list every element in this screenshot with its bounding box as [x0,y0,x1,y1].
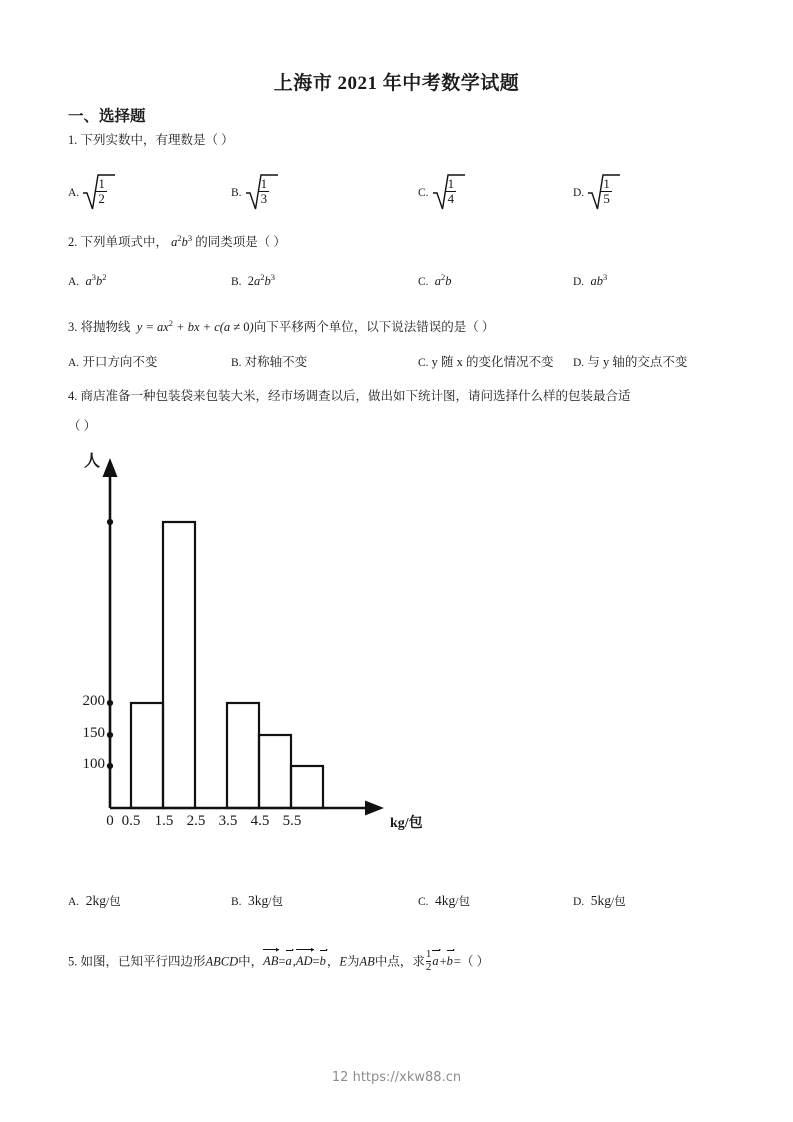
option-4-C-value: 4kg [435,893,456,908]
question-5-eq-1: = [278,954,286,969]
option-2-D-value: $ab^3$ [587,272,608,289]
y-tick-200 [107,700,113,706]
option-4-B[interactable] [231,893,283,909]
option-1-C-label: C. [418,186,429,199]
fraction-numerator: 1 [425,948,432,960]
question-5-stem [68,950,489,975]
question-5-text-5: 中点，求 [374,954,425,969]
x-tick-label-3.5: 3.5 [218,813,238,829]
option-3-B-value: 对称轴不变 [244,355,308,369]
footer-url: https://xkw88.cn [352,1070,462,1085]
option-2-B-value: $2a^2b^3$ [247,272,276,289]
option-1-B-denominator: 3 [260,190,268,206]
question-3-text-pre: 将抛物线 [80,320,131,335]
option-4-C[interactable] [418,893,470,909]
x-tick-label-4.5: 4.5 [250,813,270,829]
histogram-svg [68,450,428,860]
question-5-text-1: 如图，已知平行四边形 [80,954,206,969]
option-4-A-unit: /包 [105,896,121,908]
option-2-D-label: D. [573,276,585,289]
vector-b-2: b [447,952,454,971]
question-5-number: 5. [68,954,78,969]
question-5-quad-name: ABCD [205,954,239,969]
y-tick-100 [107,763,113,769]
question-1-number: 1. [68,133,78,147]
option-2-A[interactable] [68,272,106,289]
question-2-expression: $a^2b^3$ [171,233,193,250]
question-2-number: 2. [68,235,78,250]
question-3-text-post: 向下平移两个单位，以下说法错误的是（ ） [253,320,495,335]
x-tick-label-2.5: 2.5 [186,813,206,829]
option-3-C-label: C. [418,357,429,369]
option-1-A-numerator: 1 [98,176,105,191]
option-4-D[interactable] [573,893,626,909]
option-3-B[interactable] [231,352,307,370]
option-3-D-label: D. [573,357,585,369]
question-3-expression: $y = ax^2$ + bx + c(a ≠ 0) [133,318,254,335]
option-2-D[interactable] [573,272,607,289]
question-3-stem [68,317,494,338]
fraction-denominator: 2 [425,960,432,973]
option-1-B[interactable] [231,173,279,213]
question-5-comma: , [292,954,296,969]
x-axis-title: kg/包 [390,816,423,831]
y-axis-title: 人 [84,453,101,470]
option-3-A-label: A. [68,357,80,369]
question-5-text-6: =（ ） [453,954,490,969]
option-2-A-value: $a^3b^2$ [82,272,107,289]
question-4-number: 4. [68,389,78,403]
option-3-A[interactable] [68,352,157,370]
question-4-options [68,893,738,915]
option-1-B-label: B. [231,186,242,199]
option-4-D-label: D. [573,896,585,908]
option-2-C[interactable] [418,272,452,289]
y-tick-label-100: 100 [82,756,105,772]
y-axis-arrow-icon [103,458,118,477]
question-5-text-4: 为 [347,954,360,969]
question-1-text: 下列实数中，有理数是（ ） [80,133,234,147]
fraction-one-half [426,949,432,974]
y-tick-150 [107,732,113,738]
radical-icon [82,173,116,213]
question-2-text-pre: 下列单项式中， [80,235,169,250]
x-tick-label-0.5: 0.5 [121,813,141,829]
option-1-D-numerator: 1 [603,176,610,191]
option-1-A-denominator: 2 [98,190,105,206]
y-tick-450 [107,519,113,525]
option-4-A-value: 2kg [85,893,106,908]
option-1-B-numerator: 1 [260,176,268,191]
option-4-D-unit: /包 [610,896,626,908]
x-tick-label-0: 0 [106,813,114,829]
point-E: E [339,954,348,969]
option-4-D-value: 5kg [590,893,611,908]
x-tick-label-5.5: 5.5 [282,813,302,829]
x-tick-label-1.5: 1.5 [154,813,174,829]
option-4-A[interactable] [68,893,121,909]
section-heading: 一、选择题 [68,108,146,125]
option-2-C-value: $a^2b$ [431,272,452,289]
option-1-D[interactable] [573,173,621,213]
question-5-plus: + [439,954,447,969]
option-2-A-label: A. [68,276,80,289]
x-axis-arrow-icon [365,801,384,816]
question-4-text: 商店准备一种包装袋来包装大米，经市场调查以后，做出如下统计图，请问选择什么样的包装最合适 [80,389,631,403]
vector-a-2: a [432,952,439,971]
option-1-A-label: A. [68,186,80,199]
option-4-C-unit: /包 [455,896,470,908]
vector-a: a [286,952,293,971]
question-5-eq-2: = [312,954,320,969]
option-1-C[interactable] [418,173,466,213]
question-3-options [68,352,738,374]
question-5-text-2: 中， [238,954,264,969]
option-1-A[interactable] [68,173,116,213]
question-2-options [68,272,738,294]
question-4-stem-line1 [68,387,631,406]
question-3-number: 3. [68,320,78,335]
option-2-B[interactable] [231,272,275,289]
option-4-A-label: A. [68,896,80,908]
segment-AB: AB [359,954,375,969]
question-1-options [68,163,738,207]
radical-icon [245,173,279,213]
option-1-D-label: D. [573,186,585,199]
option-4-B-label: B. [231,896,242,908]
option-4-B-unit: /包 [268,896,283,908]
vector-b: b [320,952,327,971]
y-tick-label-200: 200 [82,693,105,709]
option-2-B-label: B. [231,276,242,289]
radical-icon [432,173,466,213]
option-3-C[interactable] [418,352,554,370]
bar-3.5-4.5 [259,735,291,808]
bar-1.5-2.5 [163,522,195,808]
option-4-B-value: 3kg [248,893,269,908]
bar-4.5-5.5 [291,766,323,808]
bar-0.5-1.5 [131,703,163,808]
vector-AB: AB [263,952,278,971]
option-4-C-label: C. [418,896,429,908]
rice-package-histogram [68,450,428,860]
footer-page-number: 12 [331,1070,349,1085]
option-1-C-denominator: 4 [447,190,455,206]
bar-2.5-3.5 [227,703,259,808]
question-5-text-3: ， [326,954,340,969]
y-tick-label-150: 150 [82,725,105,741]
question-1-stem [68,131,234,150]
option-3-A-value: 开口方向不变 [82,355,158,369]
option-2-C-label: C. [418,276,429,289]
question-2-text-post: 的同类项是（ ） [195,235,286,250]
option-1-D-denominator: 5 [603,190,610,206]
option-3-D-value: 与 y 轴的交点不变 [587,355,688,369]
footer-watermark [0,1070,793,1085]
option-3-D[interactable] [573,352,687,370]
question-4-stem-line2: （ ） [68,419,97,433]
radical-icon [587,173,621,213]
option-3-B-label: B. [231,357,242,369]
question-2-stem [68,232,286,253]
option-3-C-value: y 随 x 的变化情况不变 [431,355,554,369]
vector-AD: AD [296,952,313,971]
page-title: 上海市 2021 年中考数学试题 [273,73,520,94]
option-1-C-numerator: 1 [447,176,455,191]
